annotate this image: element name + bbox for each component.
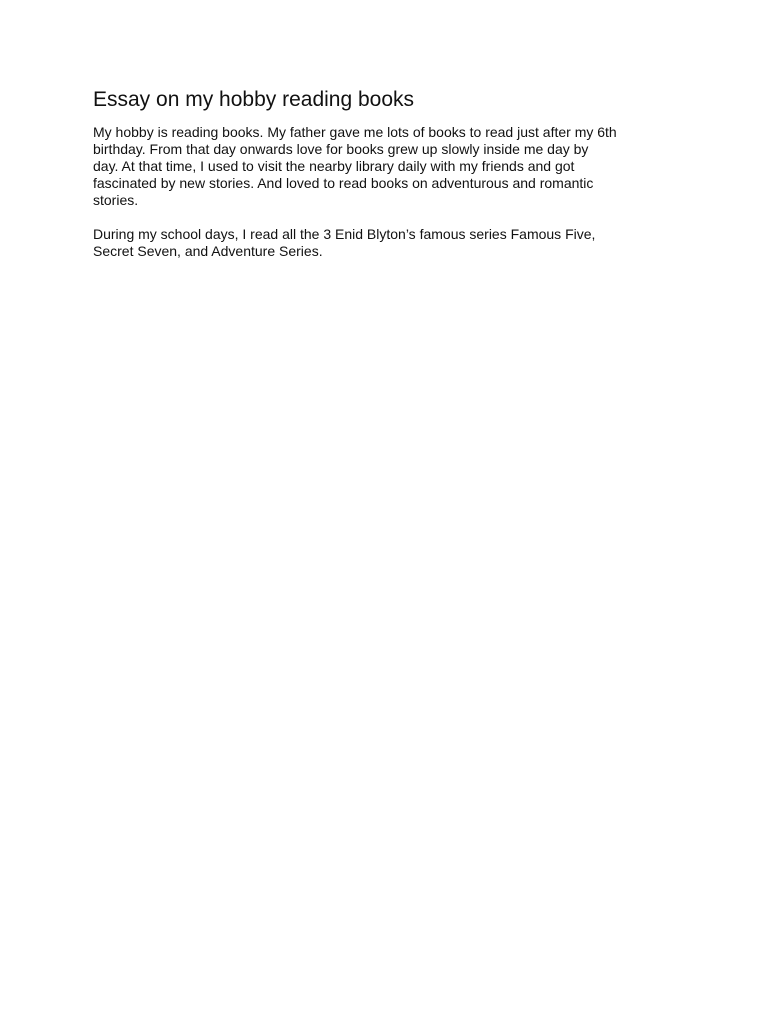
document-body (93, 86, 683, 260)
paragraph: My hobby is reading books. My father gave me lots of books to read just after my 6th birthday. From that day onwards love for books grew up slowly inside me day by day. At that time, I used to visit the nearby library daily with my friends and got fascinated by new stories. And loved to read books on adventurous and romantic stories. (93, 124, 617, 208)
document-title: Essay on my hobby reading books (93, 88, 415, 111)
paragraph: During my school days, I read all the 3 Enid Blyton’s famous series Famous Five, Secret Seven, and Adventure Series. (93, 226, 596, 259)
